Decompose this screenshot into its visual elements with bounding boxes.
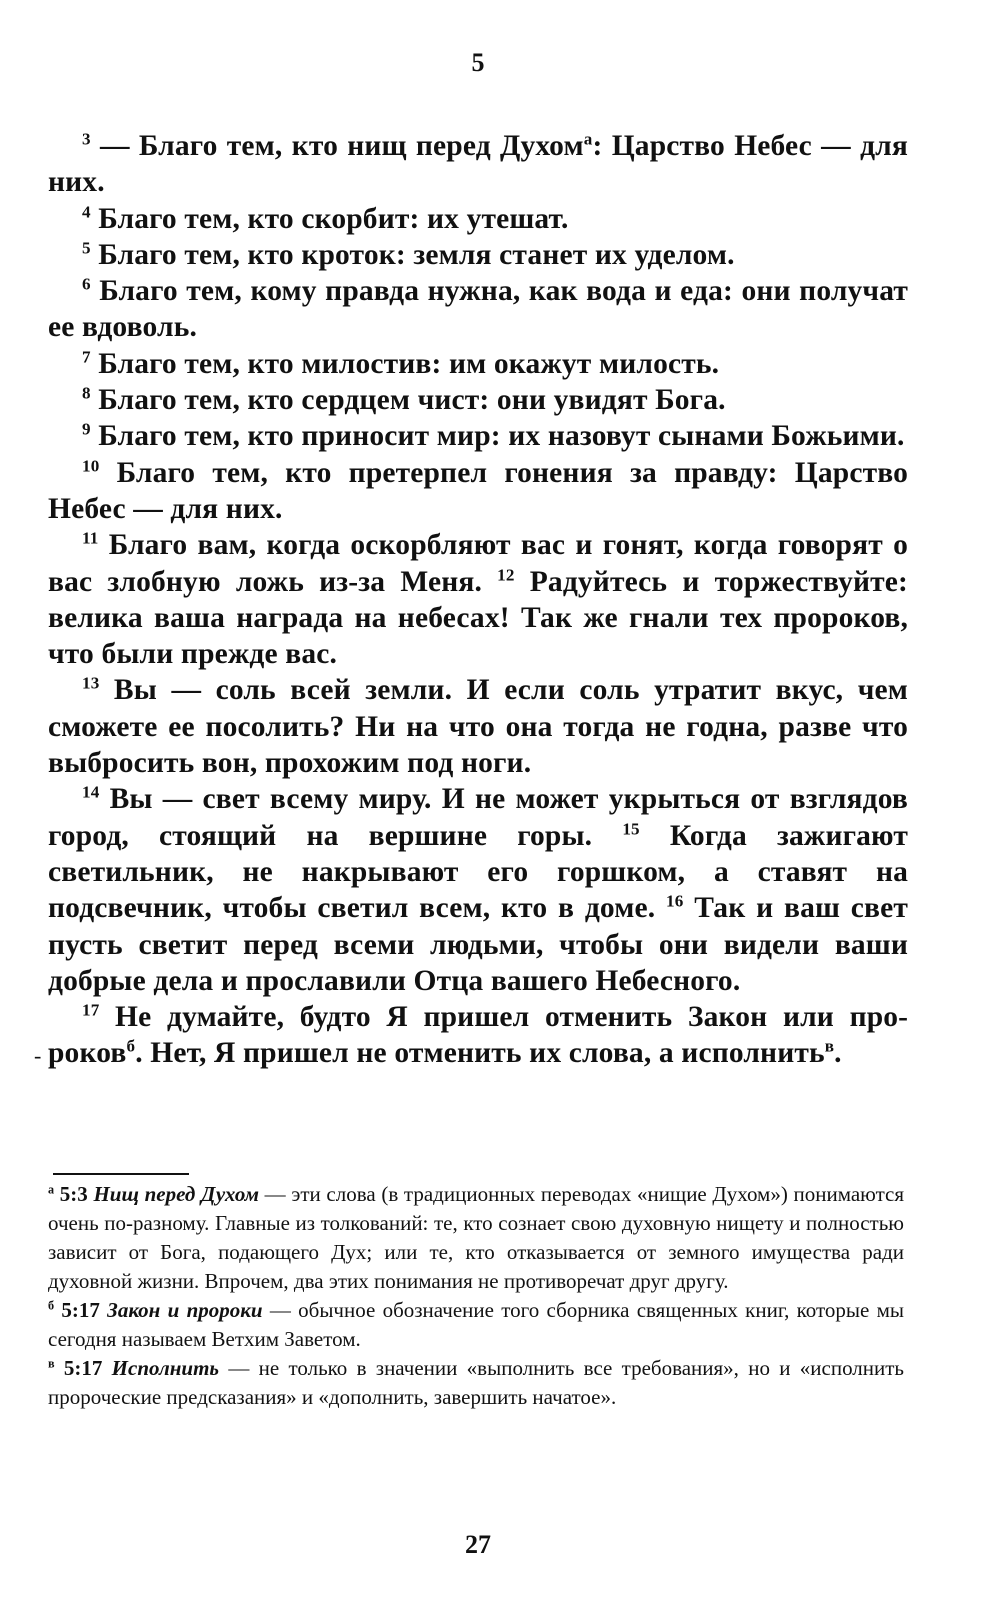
verse-segment: Вы — свет всему миру. И не может укрыться от взглядов город, стоящий на вершине горы. (48, 783, 908, 852)
verse-marker: 17 (82, 1000, 100, 1020)
verse-paragraph (48, 346, 908, 382)
verse-marker: 13 (82, 673, 100, 693)
verse-text (48, 128, 908, 1072)
page-number: 27 (465, 1530, 491, 1559)
verse-marker: б (126, 1036, 136, 1056)
verse-marker: 6 (82, 274, 91, 294)
verse-paragraph (48, 672, 908, 781)
footnote-mark: б (48, 1298, 55, 1313)
footnote-text: — эти слова (в традиционных переводах «нищие Духом») понимаются очень по-разному. Главные из толкований: те, кто сознает свою духовную нищету и полностью зависит от Бога, подающего Дух; или те, кто отказывается от земного имущества ради духовной жизни. Впрочем, два этих понимания не противоречат друг другу. (48, 1182, 905, 1293)
verse-segment: Благо тем, кто сердцем чист: они увидят Бога. (90, 384, 726, 417)
footnote-mark: а (48, 1182, 55, 1197)
verse-segment: . Нет, Я пришел не отменить их слова, а исполнить (135, 1037, 825, 1070)
verse-marker: в (824, 1036, 835, 1056)
verse-paragraph (48, 382, 908, 418)
footnote (48, 1180, 904, 1296)
footnotes (48, 1180, 904, 1412)
verse-paragraph (48, 201, 908, 237)
verse-segment: Не думайте, будто Я пришел отменить Закон или пророков (48, 1001, 908, 1070)
footnote-reference: 5:17 (61, 1298, 100, 1322)
verse-segment: Благо тем, кому правда нужна, как вода и еда: они получат ее вдоволь. (48, 275, 908, 344)
verse-marker: 10 (82, 456, 100, 476)
verse-marker: 8 (82, 383, 91, 403)
footnote-term: Нищ перед Духом (93, 1182, 259, 1206)
verse-segment: Благо тем, кто милостив: им окажут милость. (90, 347, 720, 380)
verse-segment: . (834, 1037, 842, 1070)
verse-marker: 9 (82, 419, 91, 439)
verse-segment: Так и ваш свет пусть светит перед всеми людьми, чтобы они видели ваши добрые дела и прославили Отца вашего Небесного. (48, 892, 908, 997)
footnote-separator (53, 1173, 189, 1175)
verse-segment: Благо тем, кто приносит мир: их назовут сынами Божьими. (90, 420, 905, 453)
verse-segment: Вы — соль всей земли. И если соль утратит вкус, чем сможете ее посолить? Ни на что она тогда не годна, разве что выбросить вон, прохожим под ноги. (48, 674, 908, 780)
verse-marker: 11 (82, 528, 99, 548)
verse-paragraph (48, 455, 908, 528)
verse-paragraph (48, 781, 908, 999)
verse-segment: Благо тем, кто кроток: земля станет их уделом. (90, 238, 735, 271)
footnote-reference: 5:17 (63, 1356, 103, 1380)
margin-mark: - (34, 1043, 42, 1068)
verse-marker: 5 (82, 238, 91, 258)
verse-segment: : Царство Небес — для них. (48, 130, 908, 199)
verse-marker: 14 (82, 782, 100, 802)
footnote-term: Исполнить (111, 1356, 220, 1380)
verse-marker: 16 (666, 891, 684, 911)
verse-paragraph (48, 418, 908, 454)
footnote-term: Закон и пророки (107, 1298, 263, 1322)
chapter-number: 5 (471, 48, 485, 77)
footnote-text: — не только в значении «выполнить все требования», но и «исполнить пророческие предсказания» и «дополнить, завершить начатое». (48, 1356, 905, 1409)
verse-segment: Благо тем, кто скорбит: их утешат. (90, 202, 569, 235)
verse-paragraph (48, 273, 908, 346)
verse-marker: 4 (82, 202, 91, 221)
verse-segment: Радуйтесь и торжествуйте: велика ваша награда на небесах! Так же гнали тех пророков, что были прежде вас. (48, 565, 908, 671)
verse-segment: Когда зажигают светильник, не накрывают его горшком, а ставят на подсвечник, чтобы светил всем, кто в доме. (48, 819, 908, 925)
verse-paragraph (48, 999, 908, 1072)
verse-marker: 12 (497, 564, 515, 584)
verse-segment: Благо вам, когда оскорбляют вас и гонят, когда говорят о вас злобную ложь из-за Меня. (48, 529, 908, 598)
verse-segment: — Благо тем, кто нищ перед Духом (90, 130, 584, 162)
footnote (48, 1354, 904, 1412)
verse-paragraph (48, 527, 908, 672)
verse-marker: а (583, 129, 593, 149)
footnote (48, 1296, 904, 1354)
verse-paragraph (48, 237, 908, 273)
footnote-text: — обычное обозначение того сборника священных книг, которые мы сегодня называем Ветхим Заветом. (48, 1298, 904, 1351)
verse-marker: 15 (622, 819, 640, 839)
footnote-reference: 5:3 (59, 1182, 88, 1206)
footnote-mark: в (48, 1356, 55, 1371)
book-page (48, 0, 908, 1613)
verse-paragraph (48, 128, 908, 201)
verse-segment: Благо тем, кто претерпел гонения за правду: Царство Небес — для них. (48, 456, 908, 525)
verse-marker: 3 (82, 129, 91, 149)
verse-marker: 7 (82, 347, 91, 367)
